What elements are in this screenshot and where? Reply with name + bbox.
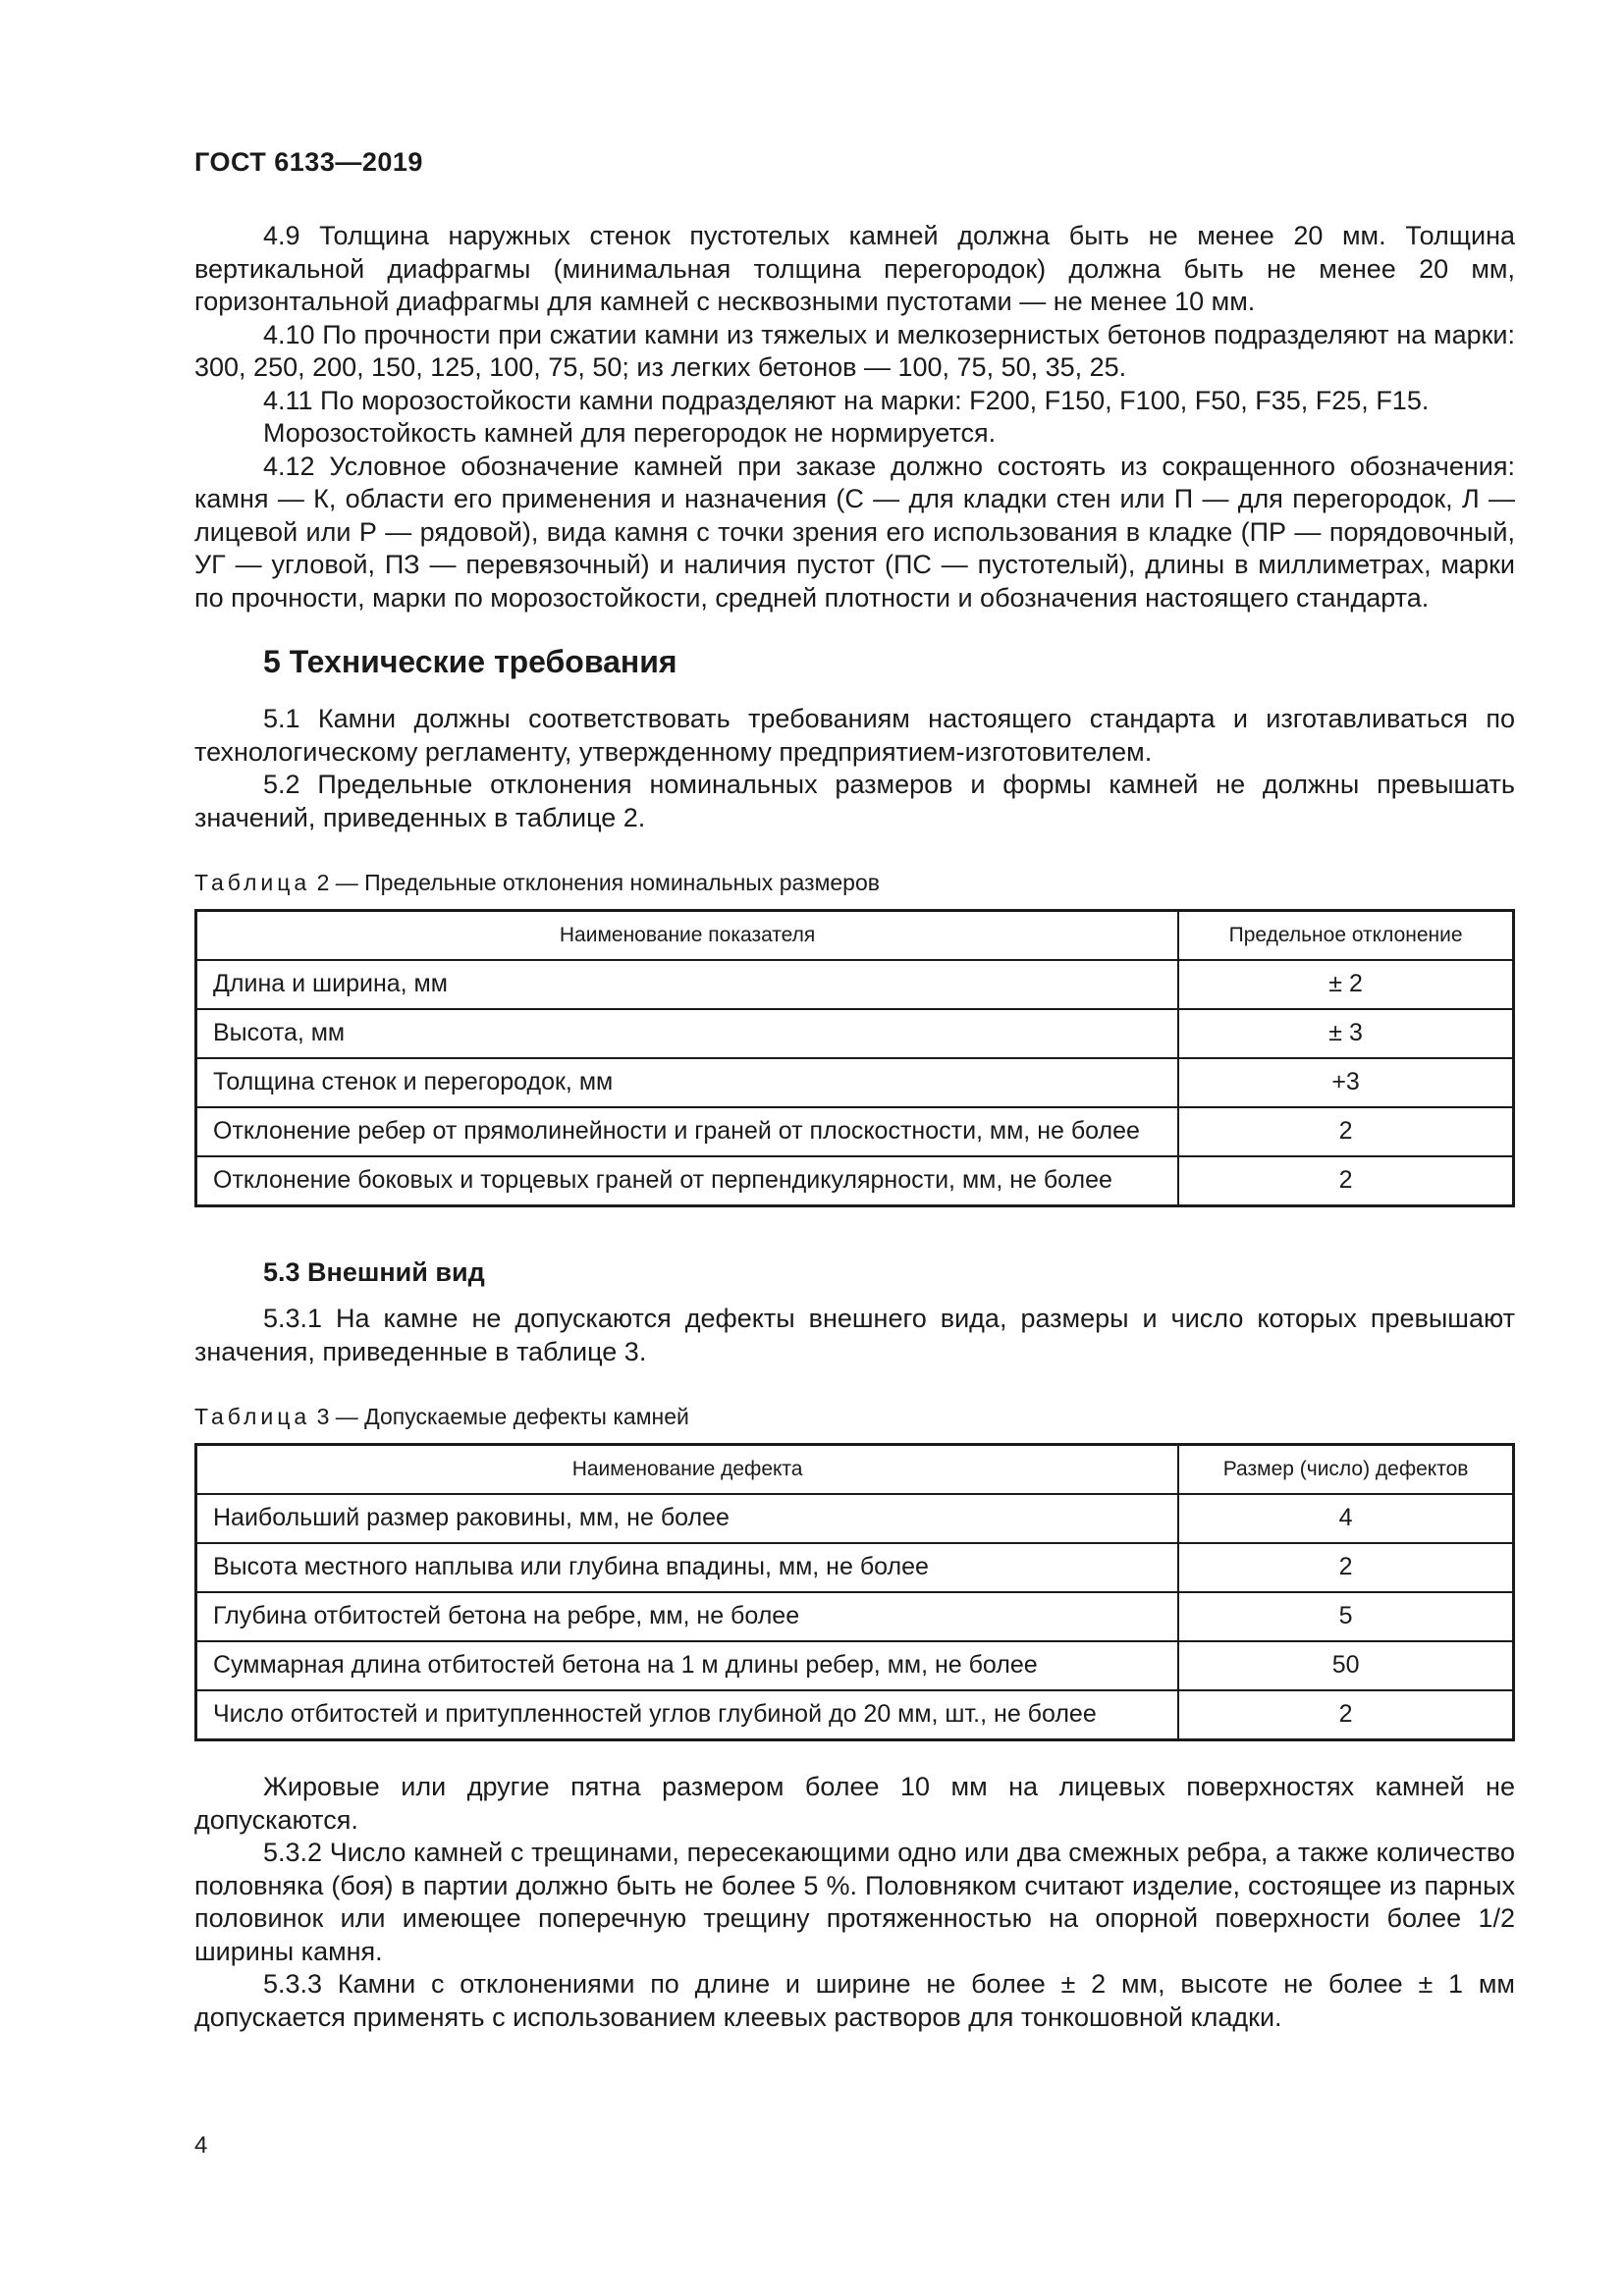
section-5-3-heading: 5.3 Внешний вид: [263, 1257, 485, 1287]
paragraph-4-12: 4.12 Условное обозначение камней при заказе должно состоять из сокращенного обозначения: камня — К, области его применения и назначения (С — для кладки стен или П — для перегородок, Л — лицевой или Р — рядовой), вида камня с точки зрения его использования в кладке (ПР — порядовочный, УГ — угловой, ПЗ — перевязочный) и наличия пустот (ПС — пустотелый), длины в миллиметрах, марки по прочности, марки по морозостойкости, средней плотности и обозначения настоящего стандарта.: [194, 451, 1515, 613]
table-cell-value: +3: [1178, 1058, 1513, 1107]
table-cell-value: 5: [1178, 1592, 1513, 1641]
paragraph-stains: Жировые или другие пятна размером более 10 мм на лицевых поверхностях камней не допускаются.: [194, 1772, 1515, 1835]
table-row: [196, 1641, 1514, 1690]
table-cell-name: Суммарная длина отбитостей бетона на 1 м длины ребер, мм, не более: [196, 1641, 1179, 1690]
paragraph-5-3-1: 5.3.1 На камне не допускаются дефекты внешнего вида, размеры и число которых превышают значения, приведенные в таблице 3.: [194, 1304, 1515, 1366]
table-row: [196, 1543, 1514, 1592]
table-cell-name: Высота местного наплыва или глубина впадины, мм, не более: [196, 1543, 1179, 1592]
document-header: ГОСТ 6133—2019: [194, 147, 423, 177]
table-2: [194, 909, 1515, 1207]
table-row: [196, 1156, 1514, 1206]
table-row: [196, 1494, 1514, 1543]
table-3-caption-label: Таблица: [194, 1404, 311, 1429]
page-number: 4: [194, 2132, 208, 2159]
table-cell-name: Длина и ширина, мм: [196, 960, 1179, 1009]
paragraph-5-2: 5.2 Предельные отклонения номинальных размеров и формы камней не должны превышать значений, приведенных в таблице 2.: [194, 770, 1515, 832]
paragraph-4-11: 4.11 По морозостойкости камни подразделяют на марки: F200, F150, F100, F50, F35, F25, F15.: [263, 385, 1430, 415]
paragraph-5-1: 5.1 Камни должны соответствовать требованиям настоящего стандарта и изготавливаться по технологическому регламенту, утвержденному предприятием-изготовителем.: [194, 704, 1515, 767]
table-2-caption-text: 2 — Предельные отклонения номинальных размеров: [316, 870, 880, 895]
table-cell-name: Толщина стенок и перегородок, мм: [196, 1058, 1179, 1107]
paragraph-5-3-3: 5.3.3 Камни с отклонениями по длине и ширине не более ± 2 мм, высоте не более ± 1 мм допускается применять с использованием клеевых растворов для тонкошовной кладки.: [194, 1969, 1515, 2032]
table-row: [196, 1107, 1514, 1156]
document-body: [194, 220, 1515, 2034]
bottom-paragraphs: [194, 1771, 1515, 2034]
table-3-caption-text: 3 — Допускаемые дефекты камней: [316, 1404, 689, 1429]
paragraph-4-9: 4.9 Толщина наружных стенок пустотелых камней должна быть не менее 20 мм. Толщина вертикальной диафрагмы (минимальная толщина перегородок) должна быть не менее 20 мм, горизонтальной диафрагмы для камней с несквозными пустотами — не менее 10 мм.: [194, 221, 1515, 316]
table-row: [196, 1592, 1514, 1641]
paragraph-5-3-2: 5.3.2 Число камней с трещинами, пересекающими одно или два смежных ребра, а также количество половняка (боя) в партии должно быть не более 5 %. Половняком считают изделие, состоящее из парных половинок или имеющее поперечную трещину протяженностью на опорной поверхности более 1/2 ширины камня.: [194, 1838, 1515, 1966]
table-cell-value: 2: [1178, 1156, 1513, 1206]
table-row: [196, 1058, 1514, 1107]
table-cell-value: ± 3: [1178, 1009, 1513, 1058]
table-cell-name: Наибольший размер раковины, мм, не более: [196, 1494, 1179, 1543]
table-header-cell: Наименование дефекта: [196, 1445, 1179, 1495]
table-header-row: [196, 911, 1514, 961]
table-header-row: [196, 1445, 1514, 1495]
table-cell-name: Глубина отбитостей бетона на ребре, мм, не более: [196, 1592, 1179, 1641]
table-row: [196, 1009, 1514, 1058]
table-cell-value: 2: [1178, 1543, 1513, 1592]
table-row: [196, 1690, 1514, 1740]
table-header-cell: Размер (число) дефектов: [1178, 1445, 1513, 1495]
table-3: [194, 1443, 1515, 1741]
paragraph-4-10: 4.10 По прочности при сжатии камни из тяжелых и мелкозернистых бетонов подразделяют на марки: 300, 250, 200, 150, 125, 100, 75, 50; из легких бетонов — 100, 75, 50, 35, 25.: [194, 319, 1515, 382]
table-header-cell: Наименование показателя: [196, 911, 1179, 961]
table-row: [196, 960, 1514, 1009]
table-cell-name: Высота, мм: [196, 1009, 1179, 1058]
table-header-cell: Предельное отклонение: [1178, 911, 1513, 961]
table-cell-value: ± 2: [1178, 960, 1513, 1009]
table-cell-value: 2: [1178, 1107, 1513, 1156]
table-2-caption: [194, 868, 1515, 897]
table-3-caption: [194, 1402, 1515, 1431]
table-2-caption-label: Таблица: [194, 870, 311, 895]
table-cell-name: Отклонение боковых и торцевых граней от перпендикулярности, мм, не более: [196, 1156, 1179, 1206]
table-cell-value: 2: [1178, 1690, 1513, 1740]
paragraph-frost-note: Морозостойкость камней для перегородок не нормируется.: [263, 418, 997, 448]
table-cell-name: Число отбитостей и притупленностей углов глубиной до 20 мм, шт., не более: [196, 1690, 1179, 1740]
table-cell-value: 4: [1178, 1494, 1513, 1543]
section-5-heading: 5 Технические требования: [263, 644, 677, 679]
table-cell-name: Отклонение ребер от прямолинейности и граней от плоскостности, мм, не более: [196, 1107, 1179, 1156]
table-cell-value: 50: [1178, 1641, 1513, 1690]
